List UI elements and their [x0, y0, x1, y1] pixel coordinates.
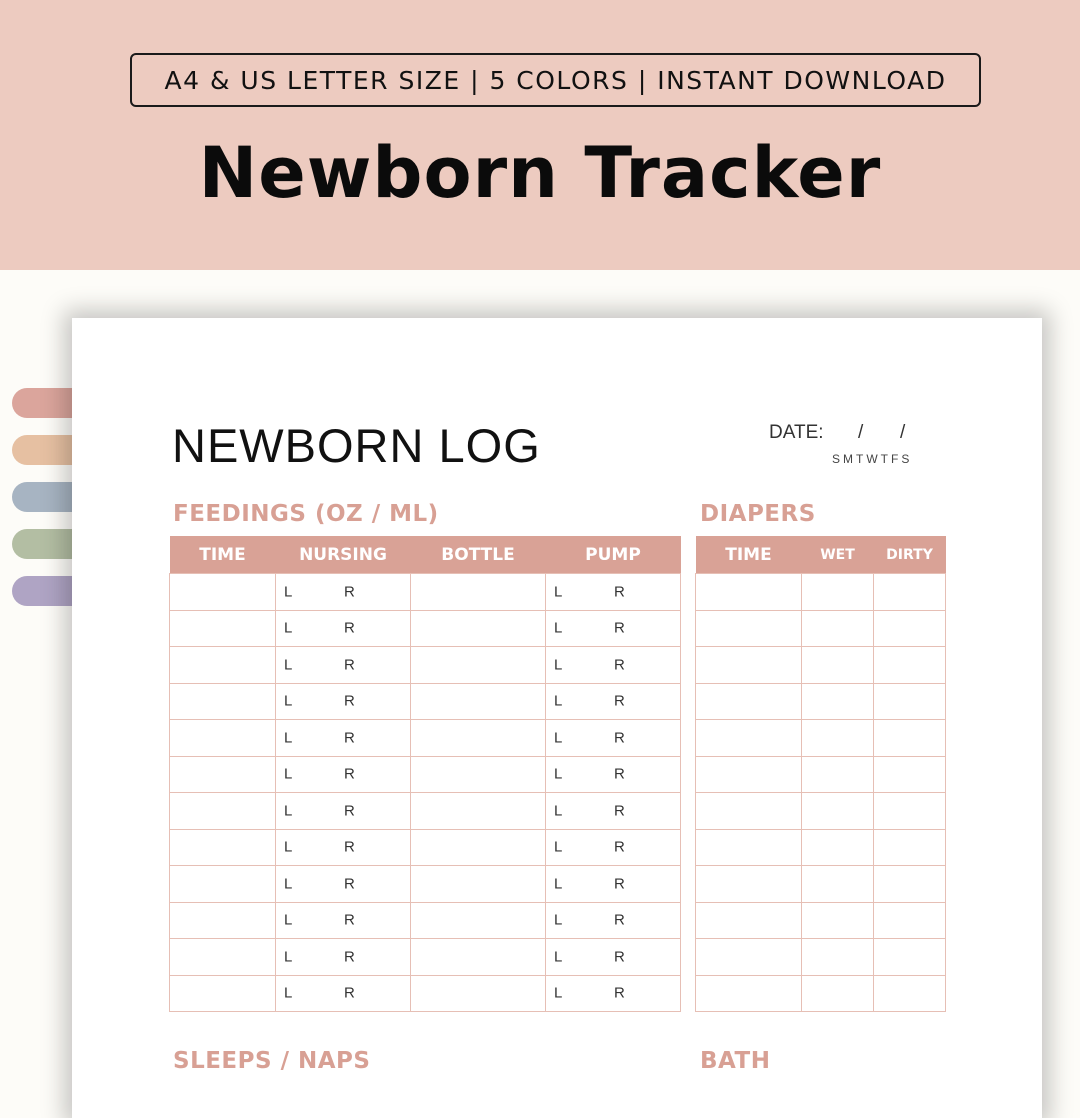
diapers-row	[696, 793, 946, 830]
feedings-time-cell[interactable]	[170, 610, 276, 647]
diapers-table	[695, 536, 946, 1012]
tagline-box	[130, 53, 981, 107]
bottle-cell[interactable]	[411, 902, 546, 939]
pump-left-label: L	[554, 838, 563, 856]
bottle-cell[interactable]	[411, 756, 546, 793]
nursing-cell[interactable]	[276, 720, 411, 757]
nursing-cell[interactable]	[276, 829, 411, 866]
feedings-col-bottle: BOTTLE	[411, 536, 546, 574]
tagline-text: A4 & US LETTER SIZE | 5 COLORS | INSTANT DOWNLOAD	[164, 65, 947, 95]
nursing-left-label: L	[284, 583, 293, 601]
pump-cell[interactable]	[546, 829, 681, 866]
bath-section-title: BATH	[700, 1048, 771, 1074]
nursing-left-label: L	[284, 838, 293, 856]
diapers-header-row	[696, 536, 946, 574]
pump-right-label: R	[614, 583, 625, 601]
diapers-time-cell[interactable]	[696, 902, 802, 939]
feedings-row	[170, 829, 681, 866]
date-separator: /	[858, 422, 864, 443]
dirty-cell[interactable]	[874, 975, 946, 1012]
dirty-cell[interactable]	[874, 866, 946, 903]
pump-left-label: L	[554, 729, 563, 747]
pump-cell[interactable]	[546, 647, 681, 684]
feedings-time-cell[interactable]	[170, 902, 276, 939]
feedings-time-cell[interactable]	[170, 574, 276, 611]
wet-cell[interactable]	[802, 574, 874, 611]
header-banner	[0, 0, 1080, 270]
bottle-cell[interactable]	[411, 793, 546, 830]
feedings-row	[170, 756, 681, 793]
diapers-row	[696, 647, 946, 684]
feedings-row	[170, 939, 681, 976]
feedings-col-nursing: NURSING	[276, 536, 411, 574]
nursing-right-label: R	[344, 583, 355, 601]
dirty-cell[interactable]	[874, 647, 946, 684]
pump-right-label: R	[614, 765, 625, 783]
nursing-right-label: R	[344, 729, 355, 747]
nursing-left-label: L	[284, 765, 293, 783]
pump-left-label: L	[554, 583, 563, 601]
pump-right-label: R	[614, 838, 625, 856]
wet-cell[interactable]	[802, 756, 874, 793]
dirty-cell[interactable]	[874, 829, 946, 866]
nursing-left-label: L	[284, 911, 293, 929]
nursing-right-label: R	[344, 838, 355, 856]
weekday-letters: SMTWTFS	[832, 452, 913, 466]
nursing-cell[interactable]	[276, 866, 411, 903]
diapers-row	[696, 574, 946, 611]
diapers-row	[696, 975, 946, 1012]
pump-cell[interactable]	[546, 574, 681, 611]
nursing-cell[interactable]	[276, 902, 411, 939]
diapers-time-cell[interactable]	[696, 647, 802, 684]
pump-right-label: R	[614, 802, 625, 820]
diapers-time-cell[interactable]	[696, 756, 802, 793]
feedings-row	[170, 902, 681, 939]
feedings-row	[170, 866, 681, 903]
nursing-left-label: L	[284, 948, 293, 966]
nursing-left-label: L	[284, 656, 293, 674]
wet-cell[interactable]	[802, 610, 874, 647]
feedings-row	[170, 975, 681, 1012]
feedings-time-cell[interactable]	[170, 829, 276, 866]
pump-left-label: L	[554, 948, 563, 966]
pump-right-label: R	[614, 692, 625, 710]
dirty-cell[interactable]	[874, 939, 946, 976]
nursing-right-label: R	[344, 984, 355, 1002]
pump-right-label: R	[614, 875, 625, 893]
feedings-time-cell[interactable]	[170, 647, 276, 684]
wet-cell[interactable]	[802, 975, 874, 1012]
log-title: NEWBORN LOG	[172, 419, 541, 472]
bottle-cell[interactable]	[411, 610, 546, 647]
wet-cell[interactable]	[802, 683, 874, 720]
wet-cell[interactable]	[802, 866, 874, 903]
pump-right-label: R	[614, 619, 625, 637]
diapers-col-dirty: DIRTY	[874, 536, 946, 574]
bottle-cell[interactable]	[411, 647, 546, 684]
bottle-cell[interactable]	[411, 975, 546, 1012]
main-title: Newborn Tracker	[198, 132, 882, 214]
diapers-time-cell[interactable]	[696, 939, 802, 976]
feedings-row	[170, 720, 681, 757]
feedings-row	[170, 793, 681, 830]
pump-cell[interactable]	[546, 866, 681, 903]
diapers-row	[696, 902, 946, 939]
feedings-time-cell[interactable]	[170, 720, 276, 757]
nursing-left-label: L	[284, 984, 293, 1002]
nursing-left-label: L	[284, 802, 293, 820]
nursing-left-label: L	[284, 729, 293, 747]
pump-cell[interactable]	[546, 975, 681, 1012]
feedings-time-cell[interactable]	[170, 866, 276, 903]
pump-left-label: L	[554, 692, 563, 710]
pump-right-label: R	[614, 656, 625, 674]
bottle-cell[interactable]	[411, 574, 546, 611]
diapers-row	[696, 683, 946, 720]
planner-sheet	[72, 318, 1042, 1118]
feedings-time-cell[interactable]	[170, 683, 276, 720]
bottle-cell[interactable]	[411, 829, 546, 866]
feedings-row	[170, 683, 681, 720]
feedings-time-cell[interactable]	[170, 793, 276, 830]
diapers-row	[696, 829, 946, 866]
feedings-time-cell[interactable]	[170, 756, 276, 793]
diapers-section-title: DIAPERS	[700, 501, 816, 527]
nursing-cell[interactable]	[276, 793, 411, 830]
pump-left-label: L	[554, 656, 563, 674]
bottle-cell[interactable]	[411, 939, 546, 976]
wet-cell[interactable]	[802, 647, 874, 684]
dirty-cell[interactable]	[874, 683, 946, 720]
pump-right-label: R	[614, 984, 625, 1002]
feedings-time-cell[interactable]	[170, 939, 276, 976]
dirty-cell[interactable]	[874, 720, 946, 757]
diapers-time-cell[interactable]	[696, 720, 802, 757]
feedings-header-row	[170, 536, 681, 574]
nursing-right-label: R	[344, 765, 355, 783]
nursing-right-label: R	[344, 619, 355, 637]
dirty-cell[interactable]	[874, 902, 946, 939]
feedings-row	[170, 610, 681, 647]
feedings-row	[170, 647, 681, 684]
feedings-col-time: TIME	[170, 536, 276, 574]
nursing-left-label: L	[284, 692, 293, 710]
date-separator: /	[900, 422, 906, 443]
feedings-col-pump: PUMP	[546, 536, 681, 574]
wet-cell[interactable]	[802, 939, 874, 976]
diapers-time-cell[interactable]	[696, 793, 802, 830]
dirty-cell[interactable]	[874, 574, 946, 611]
pump-left-label: L	[554, 619, 563, 637]
diapers-row	[696, 939, 946, 976]
diapers-time-cell[interactable]	[696, 574, 802, 611]
wet-cell[interactable]	[802, 902, 874, 939]
wet-cell[interactable]	[802, 720, 874, 757]
wet-cell[interactable]	[802, 829, 874, 866]
diapers-time-cell[interactable]	[696, 975, 802, 1012]
pump-cell[interactable]	[546, 756, 681, 793]
nursing-cell[interactable]	[276, 939, 411, 976]
pump-cell[interactable]	[546, 939, 681, 976]
wet-cell[interactable]	[802, 793, 874, 830]
diapers-row	[696, 720, 946, 757]
date-label: DATE:	[769, 422, 824, 443]
diapers-row	[696, 866, 946, 903]
diapers-row	[696, 610, 946, 647]
nursing-cell[interactable]	[276, 647, 411, 684]
diapers-col-time: TIME	[696, 536, 802, 574]
pump-cell[interactable]	[546, 793, 681, 830]
diapers-time-cell[interactable]	[696, 866, 802, 903]
nursing-right-label: R	[344, 802, 355, 820]
nursing-cell[interactable]	[276, 756, 411, 793]
diapers-row	[696, 756, 946, 793]
dirty-cell[interactable]	[874, 793, 946, 830]
feedings-row	[170, 574, 681, 611]
feedings-table	[169, 536, 681, 1012]
pump-cell[interactable]	[546, 683, 681, 720]
diapers-time-cell[interactable]	[696, 683, 802, 720]
sleeps-section-title: SLEEPS / NAPS	[173, 1048, 371, 1074]
nursing-cell[interactable]	[276, 683, 411, 720]
nursing-left-label: L	[284, 619, 293, 637]
nursing-left-label: L	[284, 875, 293, 893]
nursing-cell[interactable]	[276, 975, 411, 1012]
nursing-right-label: R	[344, 692, 355, 710]
pump-right-label: R	[614, 948, 625, 966]
feedings-section-title: FEEDINGS (OZ / ML)	[173, 501, 439, 527]
pump-right-label: R	[614, 729, 625, 747]
nursing-right-label: R	[344, 656, 355, 674]
pump-left-label: L	[554, 984, 563, 1002]
pump-right-label: R	[614, 911, 625, 929]
pump-left-label: L	[554, 875, 563, 893]
feedings-time-cell[interactable]	[170, 975, 276, 1012]
nursing-cell[interactable]	[276, 610, 411, 647]
nursing-right-label: R	[344, 911, 355, 929]
bottle-cell[interactable]	[411, 683, 546, 720]
nursing-right-label: R	[344, 875, 355, 893]
pump-left-label: L	[554, 765, 563, 783]
pump-cell[interactable]	[546, 902, 681, 939]
bottle-cell[interactable]	[411, 866, 546, 903]
nursing-cell[interactable]	[276, 574, 411, 611]
diapers-time-cell[interactable]	[696, 610, 802, 647]
nursing-right-label: R	[344, 948, 355, 966]
dirty-cell[interactable]	[874, 610, 946, 647]
diapers-time-cell[interactable]	[696, 829, 802, 866]
dirty-cell[interactable]	[874, 756, 946, 793]
pump-cell[interactable]	[546, 720, 681, 757]
diapers-col-wet: WET	[802, 536, 874, 574]
pump-cell[interactable]	[546, 610, 681, 647]
pump-left-label: L	[554, 802, 563, 820]
bottle-cell[interactable]	[411, 720, 546, 757]
pump-left-label: L	[554, 911, 563, 929]
